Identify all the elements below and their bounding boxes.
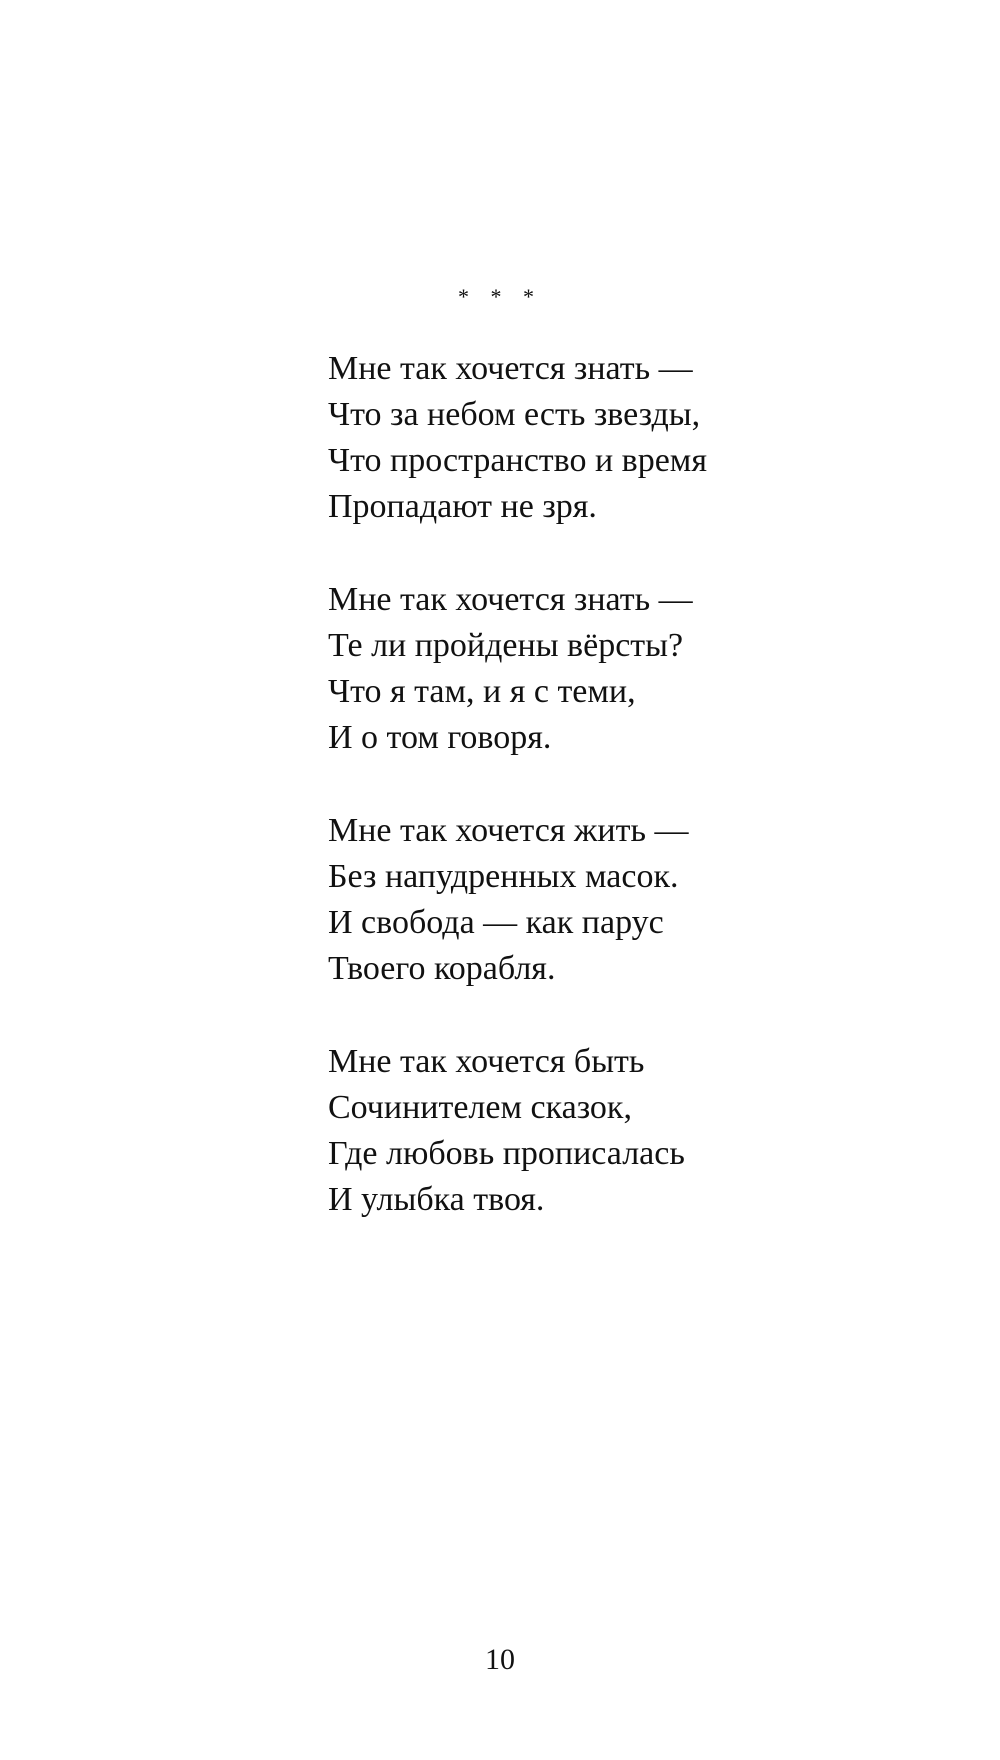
poem-line: Что за небом есть звезды, [328,396,701,433]
poem-line: И улыбка твоя. [328,1181,545,1218]
stanza [328,577,888,761]
poem [328,346,888,1270]
poem-line: Что пространство и время [328,442,707,479]
poem-line: И о том говоря. [328,719,552,756]
poem-line: Твоего корабля. [328,950,556,987]
page-number: 10 [485,1643,515,1676]
stanza [328,808,888,992]
poem-line: Без напудренных масок. [328,858,679,895]
stanza [328,1039,888,1223]
section-separator: * * * [458,284,542,309]
poem-line: Что я там, и я с теми, [328,673,636,710]
poem-line: Где любовь прописалась [328,1135,685,1172]
poem-line: Мне так хочется жить — [328,812,689,849]
poem-line: Те ли пройдены вёрсты? [328,627,684,664]
poem-line: Пропадают не зря. [328,488,597,525]
stanza [328,346,888,530]
poem-line: Сочинителем сказок, [328,1089,632,1126]
poem-line: И свобода — как парус [328,904,664,941]
poem-line: Мне так хочется знать — [328,350,693,387]
poem-line: Мне так хочется быть [328,1043,645,1080]
poem-line: Мне так хочется знать — [328,581,693,618]
